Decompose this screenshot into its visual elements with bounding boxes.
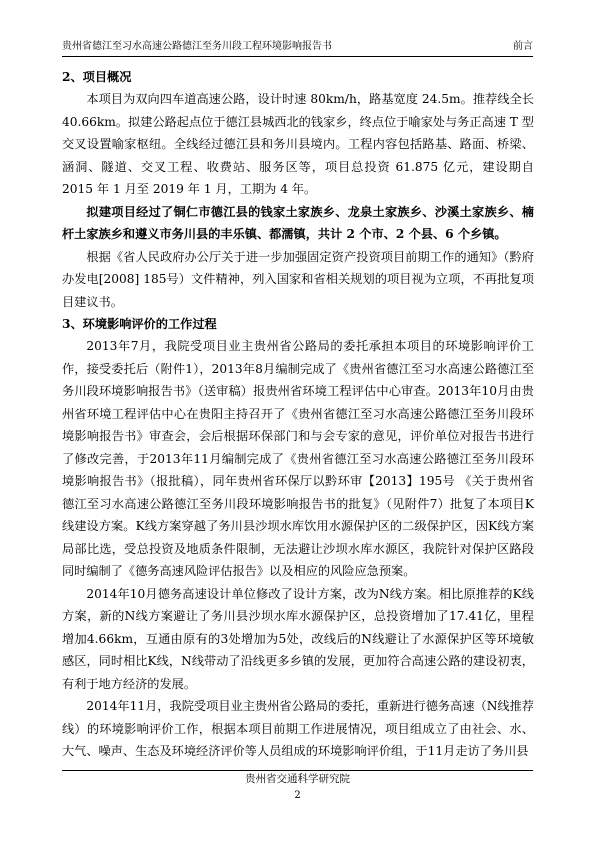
footer-organization: 贵州省交通科学研究院: [245, 773, 350, 785]
header-divider: [62, 56, 533, 57]
section-3-heading: 3、环境影响评价的工作过程: [62, 317, 217, 331]
section-2-paragraph-1: 本项目为双向四车道高速公路，设计时速 80km/h，路基宽度 24.5m。推荐线全长 40.66km。拟建公路起点位于德江县城西北的钱家乡，终点位于喻家处与务正高速 T 型交叉设置喻家枢纽。全线经过德江县和务川县境内。工程内容包括路基、路面、桥梁、涵洞、隧道、交叉工程、收费站、服务区等，项目总投资 61.875 亿元，建设期自 2015 年 1 月至 2019 年 1 月，工期为 4 年。: [62, 92, 534, 196]
section-3-paragraph-1: 2013年7月，我院受项目业主贵州省公路局的委托承担本项目的环境影响评价工作，接受委托后（附件1），2013年8月编制完成了《贵州省德江至习水高速公路德江至务川段环境影响报告书》（送审稿）报贵州省环境工程评估中心审查。2013年10月由贵州省环境工程评估中心在贵阳主持召开了《贵州省德江至习水高速公路德江至务川段环境影响报告书》审查会，会后根据环保部门和与会专家的意见，评价单位对报告书进行了修改完善，于2013年11月编制完成了《贵州省德江至习水高速公路德江至务川段环境影响报告书》（报批稿），同年贵州省环保厅以黔环审【2013】195号 《关于贵州省德江至习水高速公路德江至务川段环境影响报告书的批复》（见附件7）批复了本项目K线建设方案。K线方案穿越了务川县沙坝水库饮用水源保护区的二级保护区，因K线方案局部比选，受总投资及地质条件限制，无法避让沙坝水库水源区，我院针对保护区路段同时编制了《德务高速风险评估报告》以及相应的风险应急预案。: [62, 339, 534, 578]
footer-divider: [62, 770, 533, 771]
section-2-paragraph-2: 拟建项目经过了铜仁市德江县的钱家土家族乡、龙泉土家族乡、沙溪土家族乡、楠杆土家族乡和遵义市务川县的丰乐镇、都濡镇，共计 2 个市、2 个县、6 个乡镇。: [62, 204, 534, 241]
section-3-paragraph-3: 2014年11月，我院受项目业主贵州省公路局的委托，重新进行德务高速（N线推荐线）的环境影响评价工作，根据本项目前期工作进展情况，项目组成立了由社会、水、大气、噪声、生态及环境经济评价等人员组成的环境影响评价组，于11月走访了务川县: [62, 699, 534, 758]
header-document-title: 贵州省德江至习水高速公路德江至务川段工程环境影响报告书: [62, 41, 332, 52]
page-body: [62, 66, 534, 763]
section-3-paragraph-2: 2014年10月德务高速设计单位修改了设计方案，改为N线方案。相比原推荐的K线方案，新的N线方案避让了务川县沙坝水库水源保护区，总投资增加了17.41亿，里程增加4.66km，互通由原有的3处增加为5处，改线后的N线避让了水源保护区等环境敏感区，同时相比K线，N线带动了沿线更多乡镇的发展，更加符合高速公路的建设初衷，有利于地方经济的发展。: [62, 586, 534, 691]
section-2-paragraph-3: 根据《省人民政府办公厅关于进一步加强固定资产投资项目前期工作的通知》（黔府办发电[2008] 185号）文件精神，列入国家和省相关规划的项目视为立项，不再批复项目建议书。: [62, 249, 534, 309]
page-header: [62, 40, 533, 56]
page-number: 2: [294, 790, 301, 801]
header-section-name: 前言: [513, 41, 533, 52]
section-2-heading: 2、项目概况: [62, 70, 132, 84]
